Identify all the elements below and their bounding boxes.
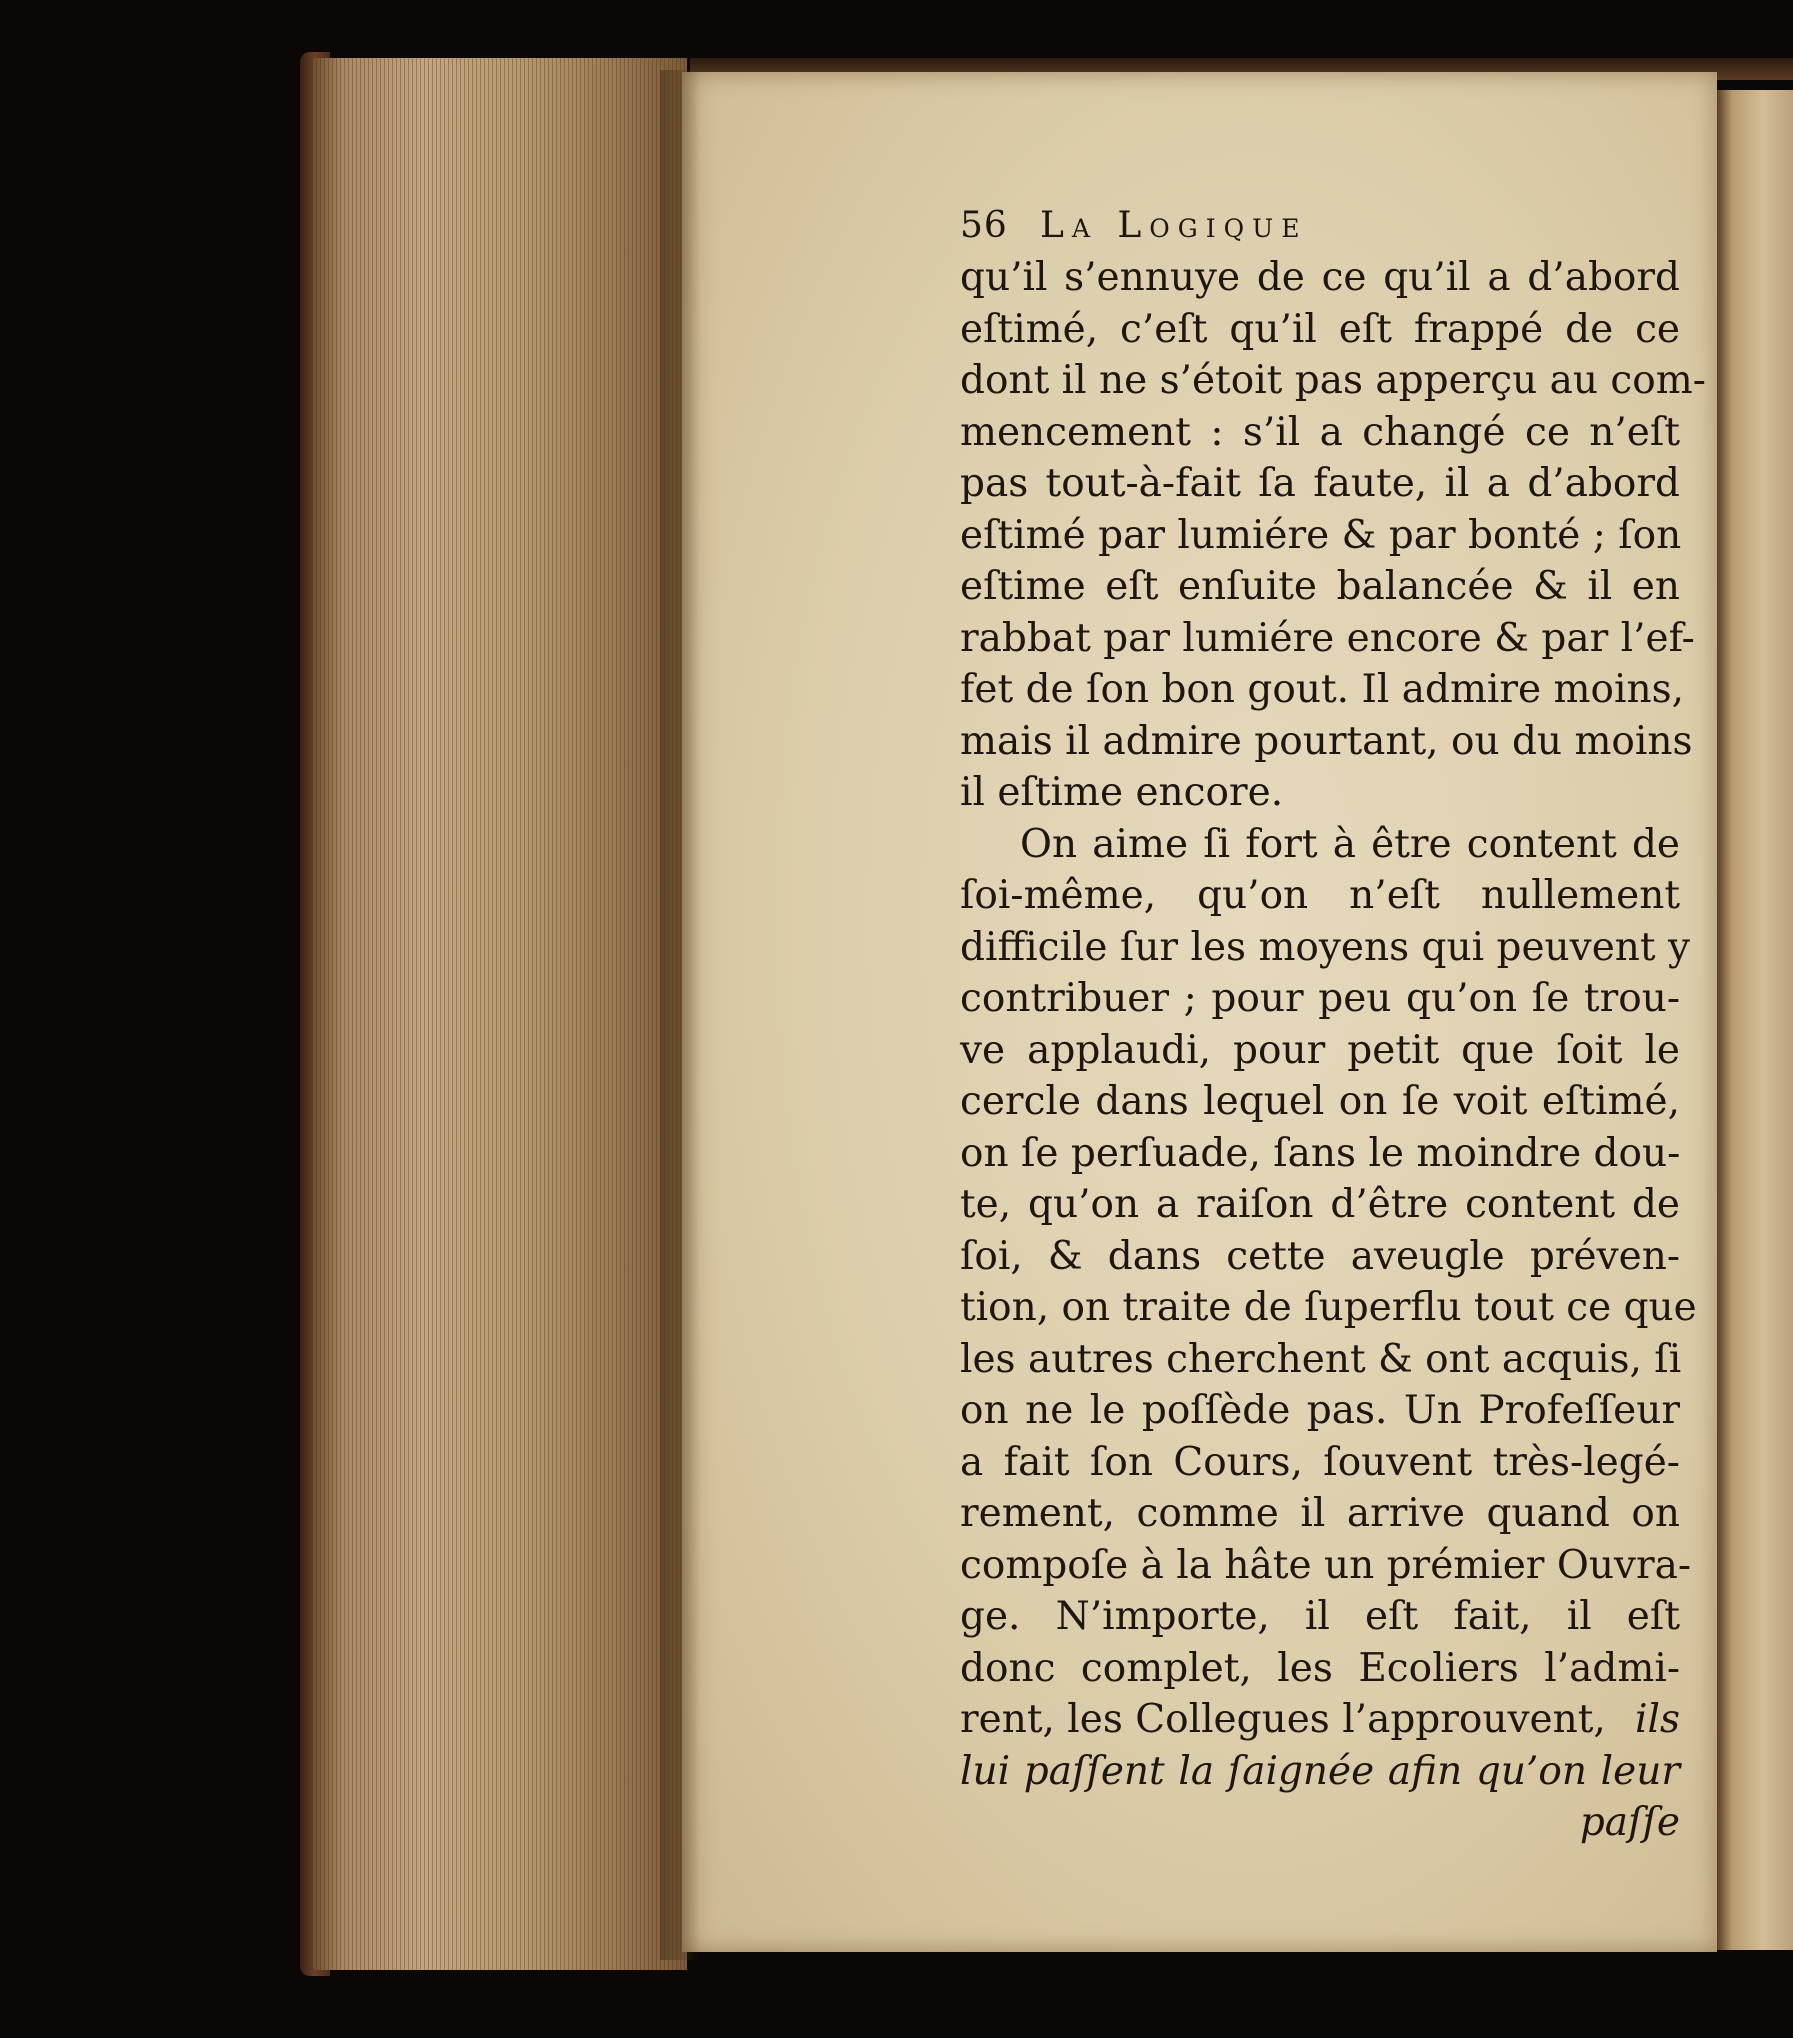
- page-edges: [312, 58, 687, 1970]
- text-line: cercle dans lequel on ſe voit eſtimé,: [960, 1079, 1680, 1124]
- text-line: donc complet, les Ecoliers l’admi-: [960, 1645, 1680, 1691]
- text-line: on ne le poſſède pas. Un Profeſſeur: [960, 1388, 1680, 1433]
- running-header: [960, 200, 1680, 252]
- text-line: contribuer ; pour peu qu’on ſe trou-: [960, 976, 1680, 1021]
- text-line: tion, on traite de ſuperflu tout ce que: [960, 1285, 1697, 1330]
- page-number: 56: [960, 205, 1008, 246]
- next-page-edge: [1717, 90, 1793, 1950]
- catchword: paſſe: [1579, 1800, 1680, 1845]
- text-line: rent, les Collegues l’approuvent,: [960, 1697, 1606, 1742]
- text-line: ge. N’importe, il eſt fait, il eſt: [960, 1594, 1680, 1639]
- text-line: dont il ne s’étoit pas apperçu au com-: [960, 358, 1706, 403]
- text-line: on ſe perſuade, ſans le moindre dou-: [960, 1130, 1681, 1176]
- text-line: te, qu’on a raiſon d’être content de: [960, 1182, 1680, 1227]
- text-line: rement, comme il arrive quand on: [960, 1491, 1680, 1536]
- text-line: les autres cherchent & ont acquis, ſi: [960, 1336, 1682, 1382]
- running-title: La Logique: [1040, 205, 1308, 246]
- text-line: eſtimé par lumiére & par bonté ; ſon: [960, 512, 1682, 558]
- text-line: pas tout-à-fait ſa faute, il a d’abord: [960, 461, 1680, 506]
- text-line: compoſe à la hâte un prémier Ouvra-: [960, 1542, 1692, 1588]
- text-line: ve applaudi, pour petit que ſoit le: [960, 1027, 1680, 1073]
- text-line-italic: lui paſſent la ſaignée afin qu’on leur: [960, 1748, 1680, 1794]
- text-line: ſoi, & dans cette aveugle préven-: [960, 1233, 1680, 1279]
- text-line: mencement : s’il a changé ce n’eſt: [960, 409, 1680, 455]
- text-line: qu’il s’ennuye de ce qu’il a d’abord: [960, 255, 1680, 300]
- text-line: eſtime eſt enſuite balancée & il en: [960, 564, 1680, 609]
- text-line: On aime ſi fort à être content de: [1020, 821, 1680, 867]
- text-line: ſoi-même, qu’on n’eſt nullement: [960, 873, 1680, 918]
- text-line: rabbat par lumiére encore & par l’ef-: [960, 615, 1695, 661]
- gutter-shadow: [660, 70, 700, 1960]
- text-line-with-italic: [960, 1694, 1680, 1746]
- text-line: a fait ſon Cours, ſouvent très-legé-: [960, 1439, 1680, 1485]
- text-line: il eſtime encore.: [960, 770, 1284, 815]
- text-line: difficile ſur les moyens qui peuvent y: [960, 924, 1690, 970]
- text-line: eſtimé, c’eſt qu’il eſt frappé de ce: [960, 306, 1680, 352]
- page-text-block: [960, 200, 1706, 1849]
- italic-word: ils: [1635, 1697, 1680, 1742]
- text-line: fet de ſon bon gout. Il admire moins,: [960, 667, 1684, 712]
- text-line: mais il admire pourtant, ou du moins: [960, 718, 1693, 764]
